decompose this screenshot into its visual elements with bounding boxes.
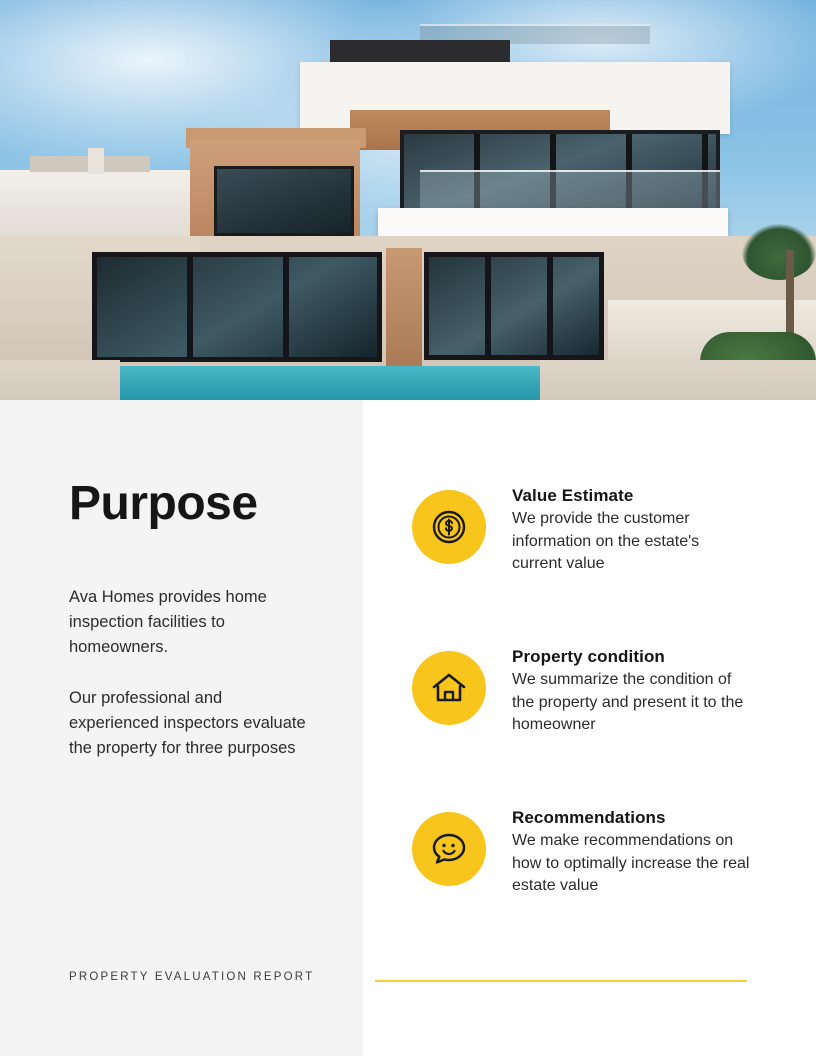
swimming-pool <box>120 366 540 400</box>
footer-divider <box>375 980 747 982</box>
feature-body: We make recommendations on how to optimally increase the real estate value <box>512 832 750 894</box>
ground-floor-windows-right <box>424 252 604 360</box>
feature-body: We summarize the condition of the property and present it to the homeowner <box>512 671 744 733</box>
wood-column <box>386 248 422 368</box>
content-area <box>0 400 816 1056</box>
feature-item <box>412 808 772 928</box>
left-wing-window <box>214 166 354 236</box>
palm-foliage <box>742 224 816 280</box>
feature-title: Value Estimate <box>512 486 634 505</box>
feature-item <box>412 486 772 606</box>
coin-dollar-icon <box>412 490 486 564</box>
feature-item <box>412 647 772 767</box>
feature-body: We provide the customer information on the estate's current value <box>512 510 700 572</box>
roof-parapet <box>330 40 510 64</box>
feature-title: Recommendations <box>512 808 666 827</box>
intro-paragraph-1: Ava Homes provides home inspection facilities to homeowners. <box>69 588 267 656</box>
hero-image <box>0 0 816 400</box>
home-icon <box>412 651 486 725</box>
intro-paragraph-2: Our professional and experienced inspectors evaluate the property for three purposes <box>69 689 306 757</box>
left-panel <box>0 400 363 1056</box>
footer-label: PROPERTY EVALUATION REPORT <box>69 971 315 983</box>
feature-title: Property condition <box>512 647 665 666</box>
page-title: Purpose <box>69 477 258 530</box>
speech-bubble-smile-icon <box>412 812 486 886</box>
pool-deck-right <box>540 360 816 400</box>
ground-floor-windows-left <box>92 252 382 362</box>
feature-list <box>412 486 772 969</box>
neighbor-chimney <box>88 148 104 174</box>
